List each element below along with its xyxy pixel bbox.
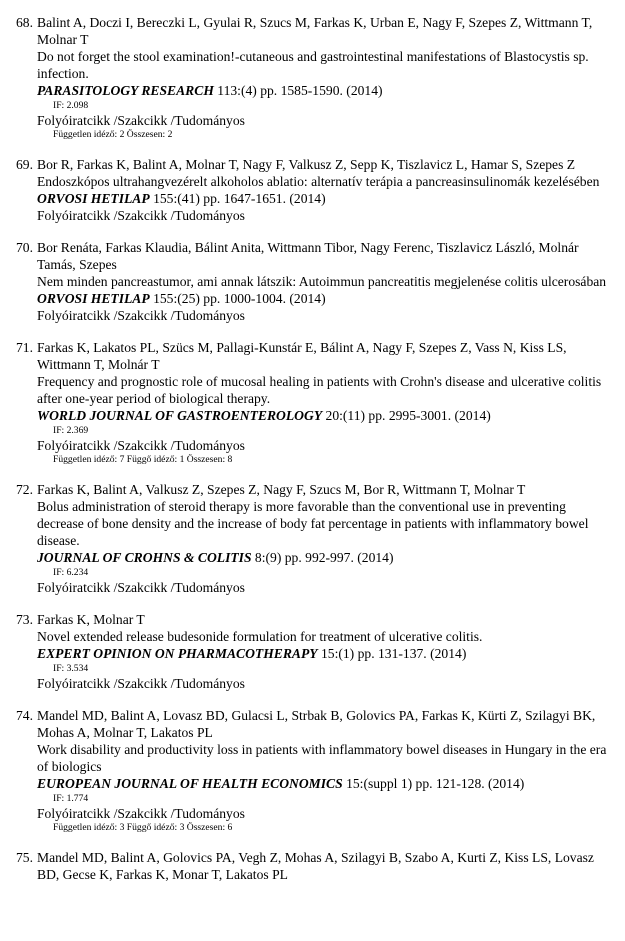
- entry-details: 15:(suppl 1) pp. 121-128. (2014): [342, 776, 525, 791]
- journal-name: EXPERT OPINION ON PHARMACOTHERAPY: [37, 646, 318, 661]
- publication-entry: [16, 707, 609, 834]
- entry-type: Folyóiratcikk /Szakcikk /Tudományos: [37, 806, 245, 821]
- journal-name: ORVOSI HETILAP: [37, 291, 150, 306]
- entry-title: Nem minden pancreastumor, ami annak látszik: Autoimmun pancreatitis megjelenése colitis ulcerosában: [37, 274, 607, 289]
- entry-details: 155:(41) pp. 1647-1651. (2014): [149, 191, 326, 206]
- entry-authors: Farkas K, Molnar T: [37, 612, 145, 627]
- entry-source: [37, 82, 609, 99]
- entry-details: 15:(1) pp. 131-137. (2014): [317, 646, 467, 661]
- entry-authors: Farkas K, Balint A, Valkusz Z, Szepes Z, Nagy F, Szucs M, Bor R, Wittmann T, Molnar T: [37, 482, 526, 497]
- citation-count: Független idéző: 7 Függő idéző: 1 Összesen: 8: [53, 454, 233, 465]
- entry-source: [37, 645, 609, 662]
- impact-factor: IF: 2.098: [53, 100, 89, 111]
- entry-title: Endoszkópos ultrahangvezérelt alkoholos ablatio: alternatív terápia a pancreasinsulinomák kezelésében: [37, 174, 600, 189]
- journal-name: JOURNAL OF CROHNS & COLITIS: [37, 550, 252, 565]
- entry-source: [37, 549, 609, 566]
- entry-details: 113:(4) pp. 1585-1590. (2014): [213, 83, 383, 98]
- entry-number: 72.: [16, 482, 33, 497]
- entry-title: Do not forget the stool examination!-cutaneous and gastrointestinal manifestations of Blastocystis sp. infection.: [37, 49, 589, 81]
- entry-authors: Bor Renáta, Farkas Klaudia, Bálint Anita, Wittmann Tibor, Nagy Ferenc, Tiszlavicz László, Molnár Tamás, Szepes: [37, 240, 579, 272]
- publication-entry: [16, 239, 609, 324]
- publication-entry: [16, 481, 609, 596]
- publication-entry: [16, 156, 609, 224]
- journal-name: WORLD JOURNAL OF GASTROENTEROLOGY: [37, 408, 323, 423]
- entry-number: 73.: [16, 612, 33, 627]
- publication-entry: [16, 14, 609, 141]
- entry-details: 155:(25) pp. 1000-1004. (2014): [149, 291, 326, 306]
- journal-name: ORVOSI HETILAP: [37, 191, 150, 206]
- entry-title: Frequency and prognostic role of mucosal healing in patients with Crohn's disease and ulcerative colitis after one-year period of biological therapy.: [37, 374, 602, 406]
- entry-source: [37, 190, 609, 207]
- entry-number: 71.: [16, 340, 33, 355]
- entry-details: 8:(9) pp. 992-997. (2014): [251, 550, 394, 565]
- entry-authors: Mandel MD, Balint A, Lovasz BD, Gulacsi L, Strbak B, Golovics PA, Farkas K, Kürti Z, Szilagyi BK, Mohas A, Molnar T, Lakatos PL: [37, 708, 596, 740]
- entry-title: Bolus administration of steroid therapy is more favorable than the conventional use in preventing decrease of bone density and the increase of body fat percentage in patients with inflammatory bowel disease.: [37, 499, 589, 548]
- entry-authors: Farkas K, Lakatos PL, Szücs M, Pallagi-Kunstár E, Bálint A, Nagy F, Szepes Z, Vass N, Kiss LS, Wittmann T, Molnár T: [37, 340, 567, 372]
- entry-number: 70.: [16, 240, 33, 255]
- entry-type: Folyóiratcikk /Szakcikk /Tudományos: [37, 438, 245, 453]
- entry-type: Folyóiratcikk /Szakcikk /Tudományos: [37, 580, 245, 595]
- publication-entry: [16, 611, 609, 692]
- entry-number: 74.: [16, 708, 33, 723]
- entry-source: [37, 775, 609, 792]
- entry-number: 68.: [16, 15, 33, 30]
- impact-factor: IF: 3.534: [53, 663, 89, 674]
- entry-title: Work disability and productivity loss in patients with inflammatory bowel diseases in Hungary in the era of biologics: [37, 742, 607, 774]
- entry-title: Novel extended release budesonide formulation for treatment of ulcerative colitis.: [37, 629, 483, 644]
- journal-name: EUROPEAN JOURNAL OF HEALTH ECONOMICS: [37, 776, 343, 791]
- journal-name: PARASITOLOGY RESEARCH: [37, 83, 214, 98]
- entry-source: [37, 407, 609, 424]
- entry-type: Folyóiratcikk /Szakcikk /Tudományos: [37, 208, 245, 223]
- impact-factor: IF: 2.369: [53, 425, 89, 436]
- entry-authors: Balint A, Doczi I, Bereczki L, Gyulai R, Szucs M, Farkas K, Urban E, Nagy F, Szepes Z, Wittmann T, Molnar T: [37, 15, 593, 47]
- entry-source: [37, 290, 609, 307]
- citation-count: Független idéző: 2 Összesen: 2: [53, 129, 173, 140]
- impact-factor: IF: 6.234: [53, 567, 89, 578]
- entry-type: Folyóiratcikk /Szakcikk /Tudományos: [37, 113, 245, 128]
- citation-count: Független idéző: 3 Függő idéző: 3 Összesen: 6: [53, 822, 233, 833]
- entry-authors: Bor R, Farkas K, Balint A, Molnar T, Nagy F, Valkusz Z, Sepp K, Tiszlavicz L, Hamar S, Szepes Z: [37, 157, 576, 172]
- entry-type: Folyóiratcikk /Szakcikk /Tudományos: [37, 676, 245, 691]
- entry-details: 20:(11) pp. 2995-3001. (2014): [322, 408, 491, 423]
- entry-authors: Mandel MD, Balint A, Golovics PA, Vegh Z, Mohas A, Szilagyi B, Szabo A, Kurti Z, Kiss LS, Lovasz BD, Gecse K, Farkas K, Monar T, Lakatos PL: [37, 850, 594, 882]
- entry-type: Folyóiratcikk /Szakcikk /Tudományos: [37, 308, 245, 323]
- entry-number: 75.: [16, 850, 33, 865]
- publication-entry: [16, 339, 609, 466]
- impact-factor: IF: 1.774: [53, 793, 89, 804]
- entry-number: 69.: [16, 157, 33, 172]
- publication-entry: [16, 849, 609, 883]
